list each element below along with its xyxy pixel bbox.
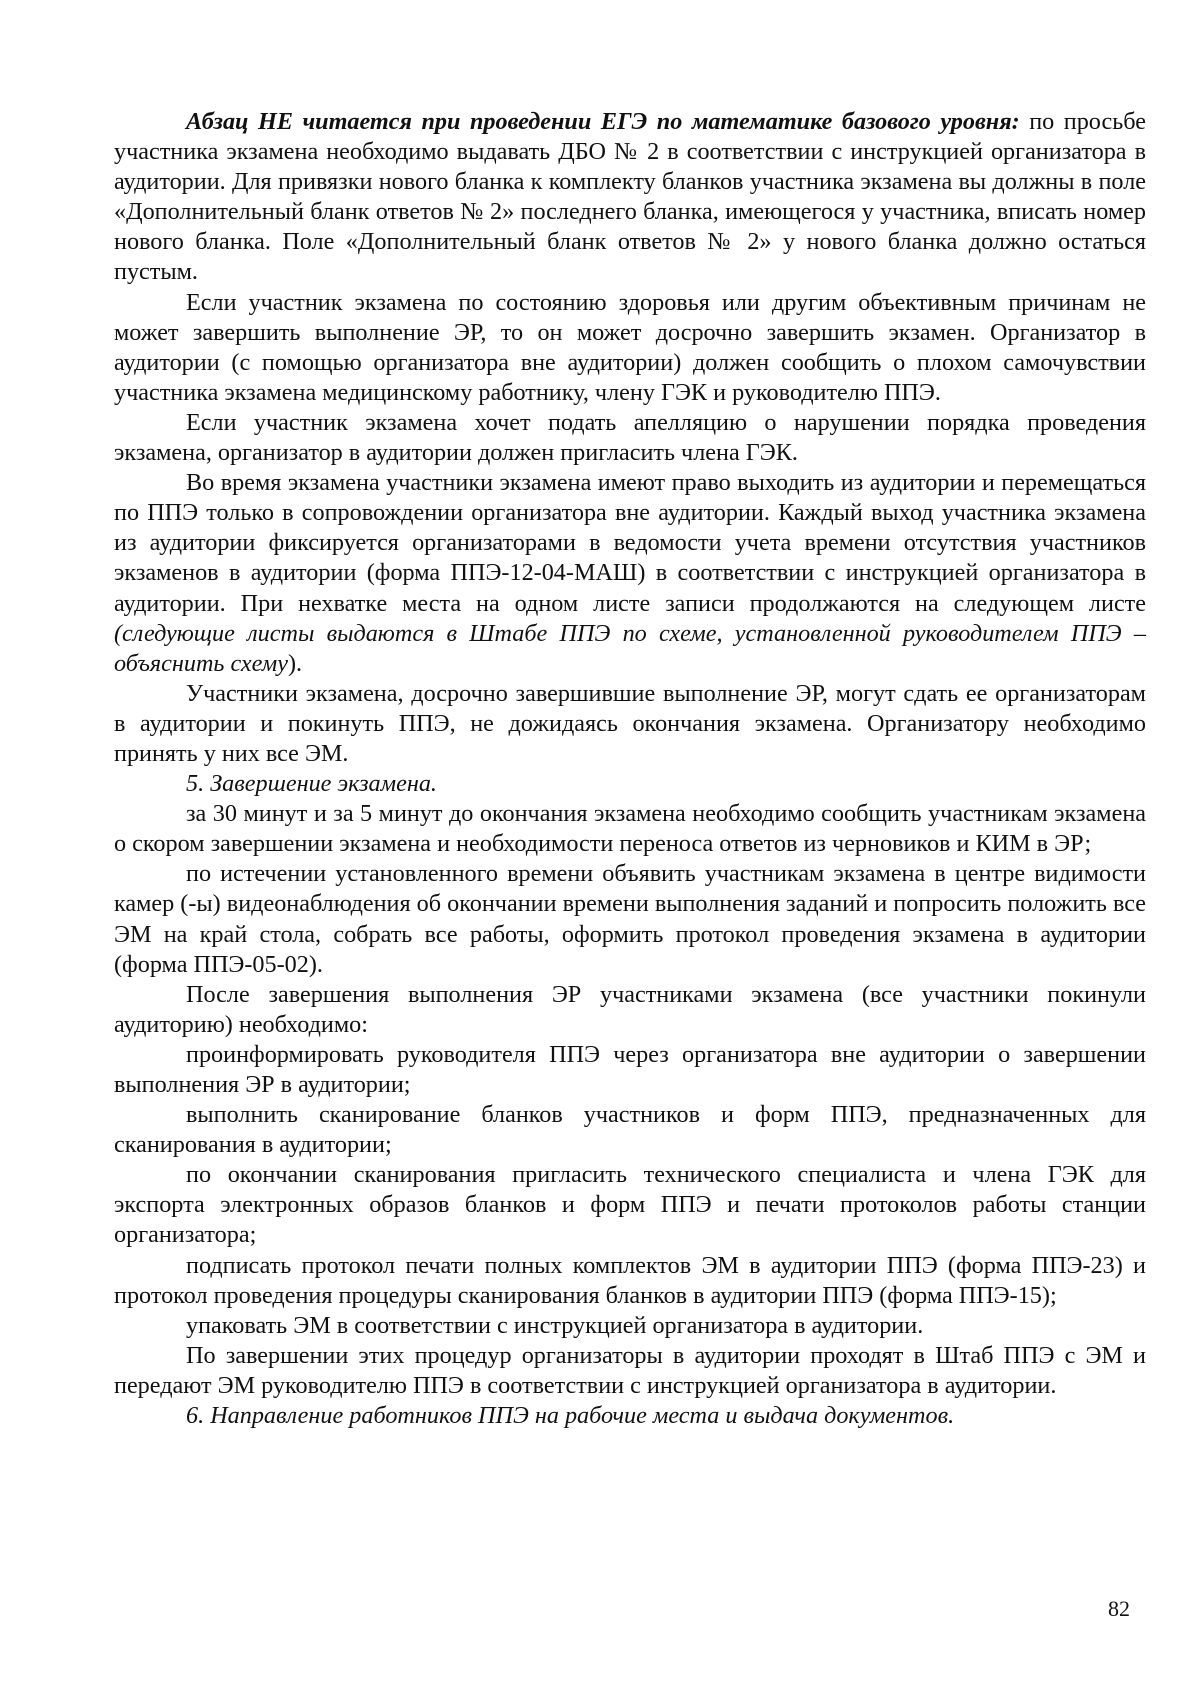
paragraph-text: Во время экзамена участники экзамена имеют право выходить из аудитории и перемещаться по ППЭ только в сопровождении организатора вне аудитории. Каждый выход участника экзамена из аудитории фиксируется организаторами в ведомости учета времени отсутствия участников экзаменов в аудитории (форма ППЭ-12-04-МАШ) в соответствии с инструкцией организатора в аудитории. При нехватке места на одном листе записи продолжаются на следующем листе bbox=[114, 469, 1146, 617]
paragraph-handover: По завершении этих процедур организаторы в аудитории проходят в Штаб ППЭ с ЭМ и передают ЭМ руководителю ППЭ в соответствии с инструкцией организатора в аудитории. bbox=[114, 1341, 1146, 1399]
paragraph-appeal: Если участник экзамена хочет подать апелляцию о нарушении порядка проведения экзамена, организатор в аудитории должен пригласить члена ГЭК. bbox=[114, 408, 1146, 467]
section-heading-exam-end: 5. Завершение экзамена. bbox=[186, 770, 437, 798]
paragraph-additional-form-rule bbox=[114, 107, 1146, 288]
paragraph-inform-head: проинформировать руководителя ППЭ через организатора вне аудитории о завершении выполнения ЭР в аудитории; bbox=[114, 1040, 1146, 1098]
page-number: 82 bbox=[1108, 1596, 1130, 1621]
paragraph-early-submit: Участники экзамена, досрочно завершившие выполнение ЭР, могут сдать ее организаторам в аудитории и покинуть ППЭ, не дожидаясь окончания экзамена. Организатору необходимо принять у них все ЭМ. bbox=[114, 679, 1146, 767]
paragraph-text: по просьбе участника экзамена необходимо выдавать ДБО № 2 в соответствии с инструкцией организатора в аудитории. Для привязки нового бланка к комплекту бланков участника экзамена вы должны в поле «Дополнительный бланк ответов № 2» последнего бланка, имеющегося у участника, вписать номер нового бланка. Поле «Дополнительный бланк ответов № 2» у нового бланка должно остаться пустым. bbox=[114, 108, 1146, 286]
paragraph-italic-note: (следующие листы выдаются в Штабе ППЭ по схеме, установленной руководителем ППЭ – объяснить схему bbox=[114, 619, 1146, 677]
document-body bbox=[114, 107, 1146, 1431]
paragraph-after-completion: После завершения выполнения ЭР участниками экзамена (все участники покинули аудиторию) необходимо: bbox=[114, 980, 1146, 1038]
paragraph-scanning: выполнить сканирование бланков участников и форм ППЭ, предназначенных для сканирования в аудитории; bbox=[114, 1101, 1146, 1159]
paragraph-tail: ). bbox=[287, 649, 303, 677]
paragraph-lead-note: Абзац НЕ читается при проведении ЕГЭ по математике базового уровня: bbox=[186, 108, 1020, 135]
paragraph-export: по окончании сканирования пригласить технического специалиста и члена ГЭК для экспорта электронных образов бланков и форм ППЭ и печати протоколов работы станции организатора; bbox=[114, 1161, 1146, 1249]
paragraph-early-finish-health: Если участник экзамена по состоянию здоровья или другим объективным причинам не может завершить выполнение ЭР, то он может досрочно завершить экзамен. Организатор в аудитории (с помощью организатора вне аудитории) должен сообщить о плохом самочувствии участника экзамена медицинскому работнику, члену ГЭК и руководителю ППЭ. bbox=[114, 288, 1146, 406]
paragraph-sign-protocols: подписать протокол печати полных комплектов ЭМ в аудитории ППЭ (форма ППЭ-23) и протокол проведения процедуры сканирования бланков в аудитории ППЭ (форма ППЭ-15); bbox=[114, 1251, 1146, 1309]
paragraph-time-warning: за 30 минут и за 5 минут до окончания экзамена необходимо сообщить участникам экзамена о скором завершении экзамена и необходимости переноса ответов из черновиков и КИМ в ЭР; bbox=[114, 800, 1146, 858]
paragraph-time-expired: по истечении установленного времени объявить участникам экзамена в центре видимости камер (-ы) видеонаблюдения об окончании времени выполнения заданий и попросить положить все ЭМ на край стола, собрать все работы, оформить протокол проведения экзамена в аудитории (форма ППЭ-05-02). bbox=[114, 860, 1146, 978]
paragraph-pack-materials: упаковать ЭМ в соответствии с инструкцией организатора в аудитории. bbox=[186, 1311, 924, 1339]
paragraph-leaving-room bbox=[114, 468, 1146, 679]
section-heading-staff-direction: 6. Направление работников ППЭ на рабочие места и выдача документов. bbox=[186, 1402, 955, 1430]
